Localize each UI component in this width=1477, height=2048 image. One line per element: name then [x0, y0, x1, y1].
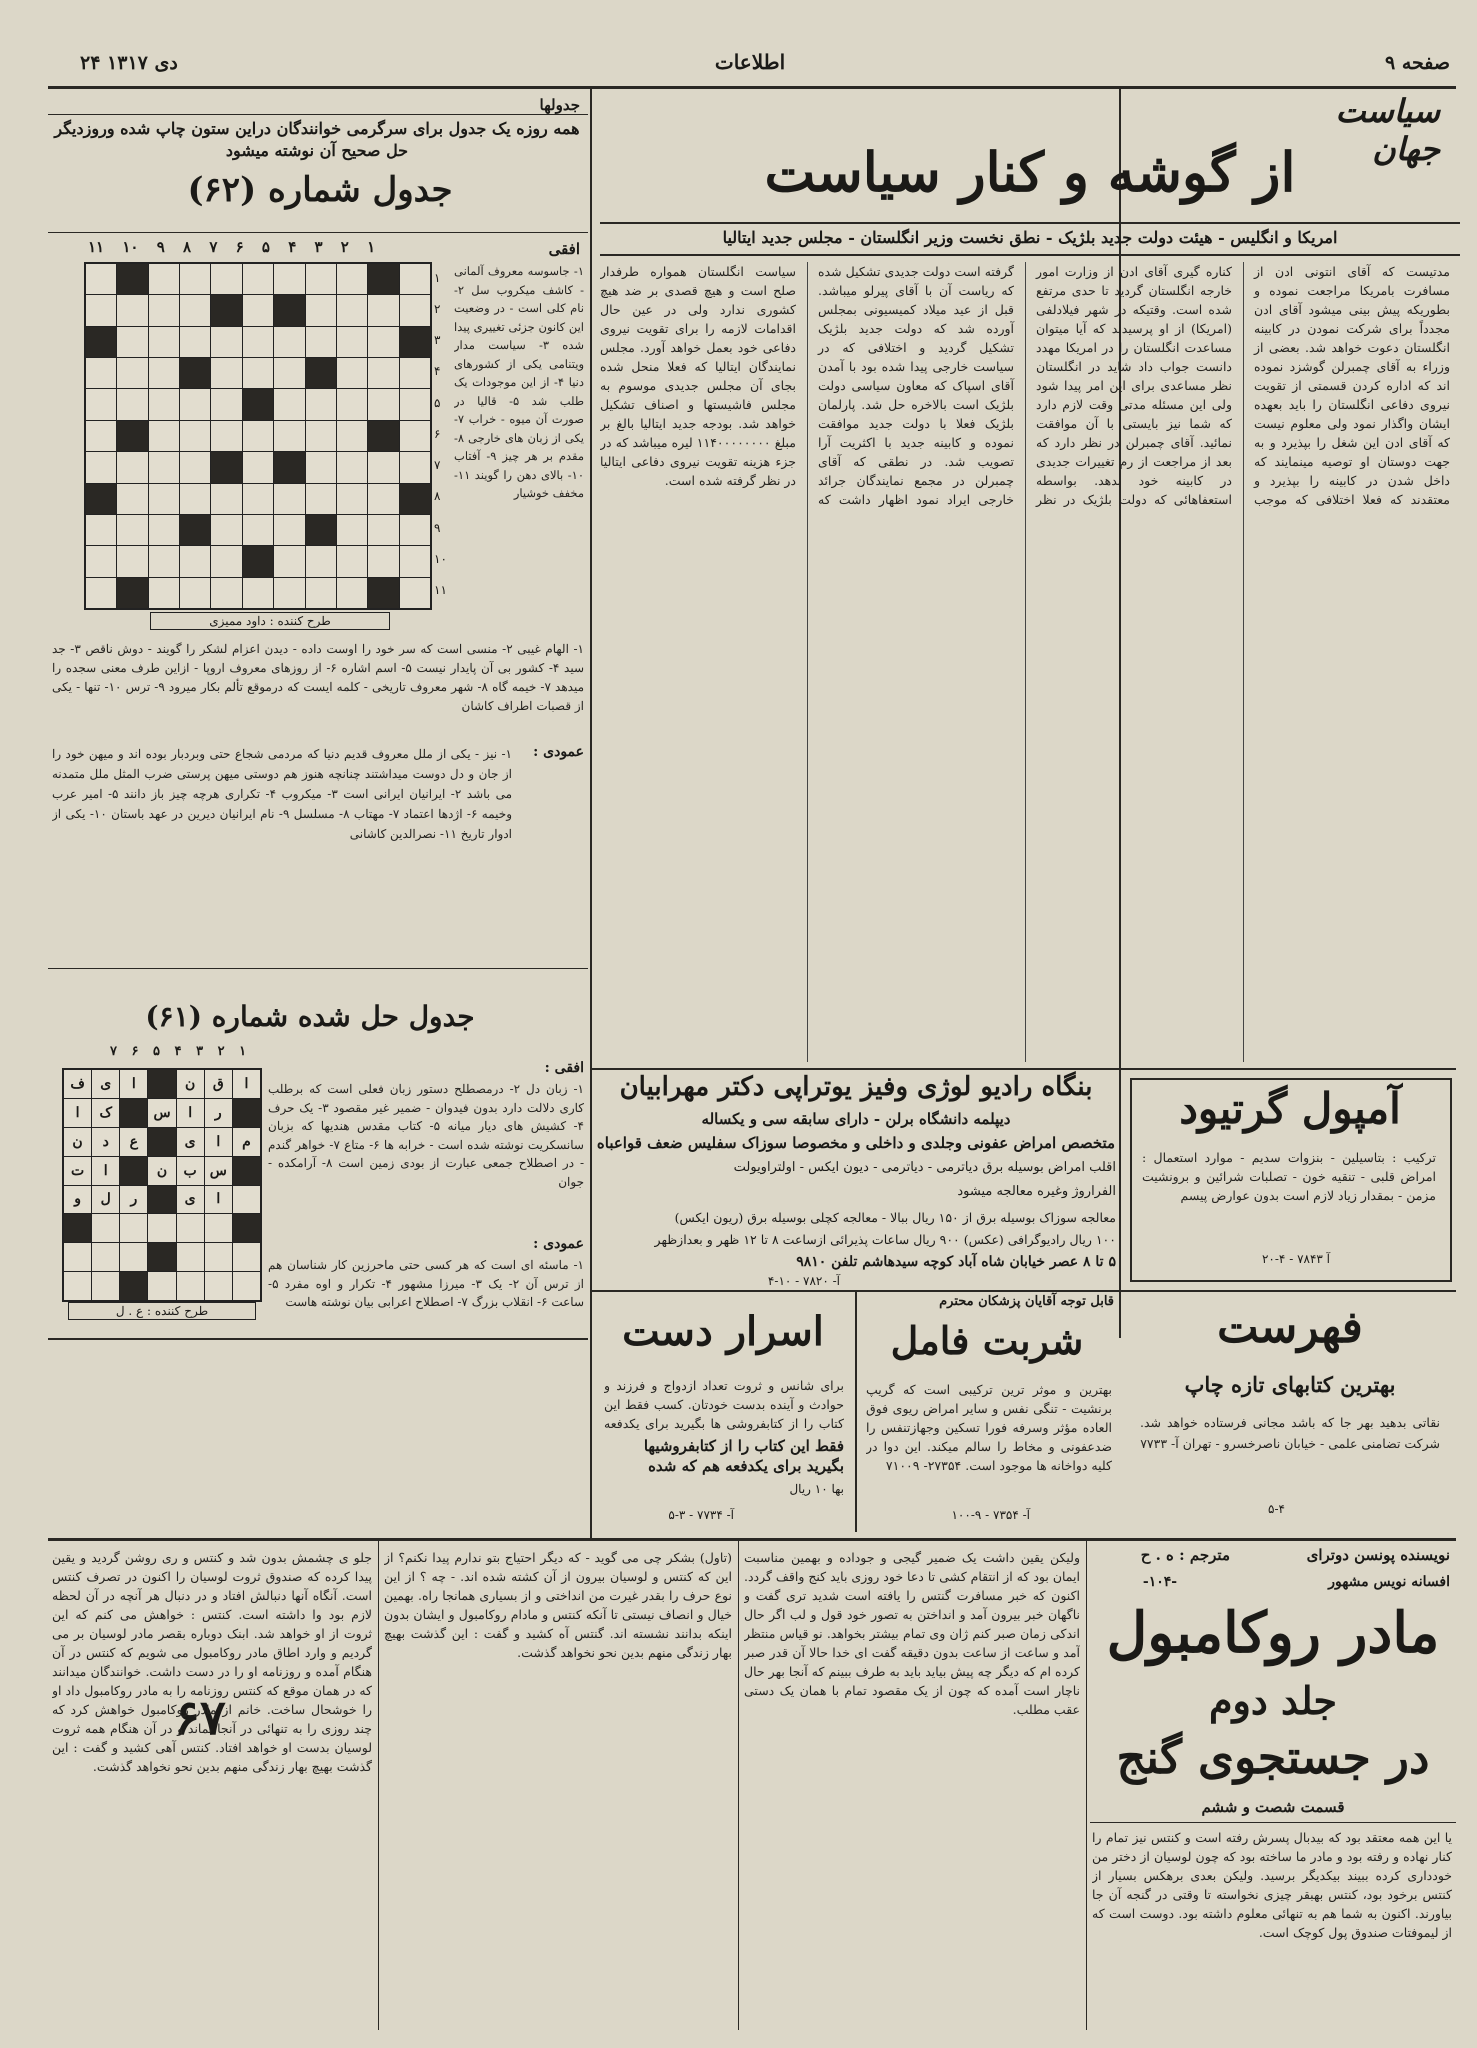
crossword-cell	[368, 264, 398, 294]
solution-cell	[120, 1243, 147, 1271]
crossword-cell	[211, 421, 241, 451]
crossword-cell	[86, 358, 116, 388]
syrup-divider	[855, 1292, 857, 1532]
crossword-cell	[274, 546, 304, 576]
crossword-row-number: ۳	[434, 333, 441, 348]
masthead-rule	[48, 86, 1456, 89]
solution-cell: ا	[205, 1128, 232, 1156]
crossword-cell	[274, 295, 304, 325]
crossword-grid	[84, 262, 432, 610]
crossword-cell	[337, 484, 367, 514]
crossword-cell	[211, 452, 241, 482]
solution-cell	[148, 1214, 175, 1242]
novel-part-rule	[1090, 1822, 1456, 1823]
crossword-cell	[274, 421, 304, 451]
crossword-cell	[180, 484, 210, 514]
syrup-body: بهترین و موثر ترین ترکیبی است که گریپ برنشیت - تنگی نفس و سایر امراض ریوی فوق العاده مؤثر وسرفه فورا تسکین وجهازتنفس را ضدعفونی و مخاط را سالم میکند. این دوا در کلیه دواخانه ها موجود است. ۲۷۳۵۴- ۷۱۰۰۹	[866, 1382, 1112, 1473]
solution-cell	[120, 1099, 147, 1127]
solution-cell: ا	[205, 1186, 232, 1214]
syrup-title: شربت فامل	[890, 1318, 1084, 1363]
left-column-divider-lower	[590, 1338, 592, 1538]
paper-name: اطلاعات	[714, 50, 786, 74]
crossword-cell	[117, 295, 147, 325]
crossword-designer: طرح کننده : داود ممیزی	[150, 612, 390, 630]
crossword-cell	[180, 515, 210, 545]
syrup-header: قابل توجه آقایان پزشکان محترم	[939, 1294, 1114, 1309]
crossword-cell	[306, 484, 336, 514]
solution-cell: ا	[92, 1157, 119, 1185]
crossword-title-rule	[48, 232, 588, 233]
solution-cell	[64, 1214, 91, 1242]
crossword-cell	[337, 546, 367, 576]
solution-cell	[64, 1243, 91, 1271]
solution-cell	[233, 1099, 260, 1127]
crossword-cell	[86, 421, 116, 451]
crossword-cell	[274, 452, 304, 482]
crossword-row-number: ۵	[434, 395, 441, 410]
crossword-cell	[149, 546, 179, 576]
crossword-cell	[243, 421, 273, 451]
crossword-row-number: ۷	[434, 458, 441, 473]
solution-cell: ا	[64, 1099, 91, 1127]
solution-cell	[120, 1214, 147, 1242]
solution-cell	[233, 1243, 260, 1271]
catalog-subtitle: بهترین کتابهای تازه چاپ	[1184, 1372, 1396, 1397]
solution-cell	[92, 1214, 119, 1242]
crossword-cell	[180, 264, 210, 294]
solution-cell	[205, 1214, 232, 1242]
crossword-cell	[368, 389, 398, 419]
solution-cell: د	[92, 1128, 119, 1156]
solution-cell: ر	[120, 1186, 147, 1214]
solution-cell: ن	[64, 1128, 91, 1156]
crossword-row-number: ۴	[434, 364, 441, 379]
solution-cell: ن	[177, 1070, 204, 1098]
crossword-cell	[117, 327, 147, 357]
politics-body: مدتیست که آقای انتونی ادن از مسافرت بامریکا مراجعت نموده و بطوریکه پیش بینی میشود آقای ادن مجدداً برای شرکت نمودن در کابینه انگلستان دعوت خواهد شد. بعضی از وزراء به آقای چمبرلن گوشزد نموده اند که اداره کردن قسمتی از تقویت نیروی دفاعی انگلستان را باید بعهده ایشان واگذار نمود ولی معلوم نیست که آقای ادن این شغل را بپذیرد و به جهت دوستان او توصیه مینمایند که داخل شدن در کابینه را بپذیرد و معتقدند که فعلا اختلافی که موجب کناره گیری آقای ادن از وزارت امور خارجه انگلستان گردید تا حدی مرتفع شده است. وقتیکه در شهر فیلادلفی (امریکا) از او پرسیدند که آیا میتوان مساعدت انگلستان را در امریکا مهدد دانست جواب داد شاید در انگلستان نظر مساعدی برای این امر پیدا شود ولی این مسئله مدتی وقت لازم دارد که شما نیز بایستی با آن موافقت نمائید. آقای چمبرلن در نظر دارد که بعد از مراجعت از رم تغییرات جدیدی در کابینه خود بدهد. بواسطه استعفاهائی که دولت بلژیک در نظر گرفته است دولت جدیدی تشکیل شده که ریاست آن با آقای پیرلو میباشد. قبل از عید میلاد کمیسیونی بمجلس آورده شد که دولت جدید بلژیک تشکیل گردید و اختلافی که در سیاست خارجی پیدا شده بود با آمدن آقای اسپاک که معاون سیاسی دولت بلژیک است بالاخره حل شد. پارلمان بلژیک فعلا با دولت جدید موافقت نموده و کابینه جدید با اکثریت آرا تصویب شد. در نطقی که آقای چمبرلن در مجمع نمایندگان جرائد خارجی ایراد نمود اظهار داشت که سیاست انگلستان همواره طرفدار صلح است و هیچ قصدی بر ضد هیچ کشوری ندارد ولی در عین حال اقدامات لازمه را برای تقویت نیروی دفاعی خود بعمل خواهد آورد. مجلس نمایندگان ایتالیا که فعلا منحل شده بجای آن مجلس جدیدی موسوم به مجلس فاشیستها و اصناف تشکیل خواهد شد. بودجه جدید ایتالیا بالغ بر مبلغ ۱۱۴۰۰۰۰۰۰۰۰ لیره میباشد که در جزء هزینه تقویت نیروی دفاعی ایتالیا در نظر گرفته شده است.	[600, 264, 1450, 507]
novel-title: مادر روکامبول	[1106, 1600, 1440, 1666]
crossword-cell	[368, 484, 398, 514]
novel-author: نویسنده پونسن دوترای	[1306, 1546, 1450, 1564]
solution-cell	[233, 1214, 260, 1242]
crossword-cell	[400, 389, 430, 419]
politics-subtitle: امریکا و انگلیس - هیئت دولت جدید بلژیک - نطق نخست وزیر انگلستان - مجلس جدید ایتالیا	[722, 228, 1338, 247]
ampoule-body: ترکیب : بتاسیلین - بنزوات سدیم - موارد استعمال : امراض قلبی - تنقیه خون - تصلبات شرائین و برونشیت مزمن - بمقدار زیاد لازم است بدون عوارض پیسم	[1142, 1150, 1436, 1203]
solution-cell	[205, 1272, 232, 1300]
solution-cell	[205, 1243, 232, 1271]
solution-cell: ی	[177, 1186, 204, 1214]
solution-cell	[148, 1243, 175, 1271]
novel-top-rule	[48, 1538, 1456, 1541]
crossword-row-number: ۸	[434, 489, 441, 504]
crossword-cell	[368, 578, 398, 608]
solution-cell: ا	[120, 1070, 147, 1098]
crossword-cell	[86, 578, 116, 608]
crossword-cell	[180, 358, 210, 388]
novel-part-number: قسمت شصت و ششم	[1201, 1798, 1345, 1816]
crossword-cell	[306, 421, 336, 451]
radiology-title: بنگاه رادیو لوژی وفیز یوتراپی دکتر مهرابیان	[619, 1072, 1093, 1102]
crossword-row-number: ۱	[434, 270, 441, 285]
crossword-cell	[306, 358, 336, 388]
crossword-cell	[274, 327, 304, 357]
crossword-cell	[211, 515, 241, 545]
crossword-cell	[306, 546, 336, 576]
solution-title: جدول حل شده شماره (۶۱)	[145, 1000, 475, 1033]
solution-designer: طرح کننده : ع . ل	[68, 1302, 256, 1320]
crossword-cell	[274, 484, 304, 514]
solution-cell	[148, 1186, 175, 1214]
solution-cell: ت	[64, 1157, 91, 1185]
novel-body-2: ولیکن یقین داشت یک ضمیر گیجی و جوداده و بهمین مناسبت ایمان بود که از انتقام کشی تا دعا خود روزی باید کنج واقف گردد. اکنون که خبر مسافرت گنتس را یافته است شدید تری گفت و ناگهان خبر بیرون آمد و انداختن به تصور خود قول و لب اگر حال اندکی زمان صبر کنم ژان وی تمام بیشتر بخواهد. نو قیاس منتظر آمد و ساعت از ساعت بدون دقیقه گفت ای خدا حالا آن قدر صبر کرده ام که دیگر چه پیش بیاید باید به طرف ببینم که آنجا بهر حال ناچار است آمده که چون از یک مقصود تمام با همان یک دستی عقب مطلب.	[744, 1550, 1080, 1717]
crossword-row-numbers	[434, 262, 448, 606]
politics-title: از گوشه و کنار سیاست	[764, 140, 1296, 204]
radiology-line1: اقلب امراض بوسیله برق دیاترمی - دیاترمی - دیون ایکس - اولتراویولت	[733, 1160, 1116, 1175]
crossword-cell	[86, 327, 116, 357]
crossword-cell	[243, 546, 273, 576]
crossword-cell	[400, 484, 430, 514]
solution-cell	[177, 1214, 204, 1242]
crossword-cell	[243, 484, 273, 514]
crossword-cell	[274, 358, 304, 388]
crossword-cell	[149, 578, 179, 608]
novel-chapter-number: ۶۷	[174, 1690, 226, 1746]
crossword-cell	[117, 358, 147, 388]
solution-cell: ف	[64, 1070, 91, 1098]
crossword-cell	[337, 421, 367, 451]
solution-cell: م	[233, 1128, 260, 1156]
page-label: صفحه ۹	[1385, 52, 1451, 74]
politics-section-label: سیاست جهان	[1335, 92, 1440, 168]
radiology-line5: ۵ تا ۸ عصر خیابان شاه آباد کوچه سیدهاشم تلفن ۹۸۱۰	[796, 1254, 1116, 1270]
solution-col-numbers: ۱ ۲ ۳ ۴ ۵ ۶ ۷	[110, 1044, 247, 1059]
solution-cell	[92, 1243, 119, 1271]
crossword-cell	[86, 389, 116, 419]
radiology-sub: دیپلمه دانشگاه برلن - دارای سابقه سی و یکساله	[701, 1110, 1011, 1128]
crossword-cell	[306, 327, 336, 357]
solution-cell: ی	[177, 1128, 204, 1156]
crossword-cell	[86, 295, 116, 325]
issue-date: ۲۴ دی ۱۳۱۷	[80, 52, 178, 74]
crossword-header: جدولها	[539, 96, 580, 114]
radiology-line4: ۱۰۰ ریال رادیوگرافی (عکس) ۹۰۰ ریال ساعات پذیرائی ازساعت ۸ تا ۱۲ ظهر و بعدازظهر	[654, 1232, 1116, 1247]
crossword-cell	[368, 421, 398, 451]
novel-series: افسانه نویس مشهور	[1328, 1574, 1450, 1590]
solution-cell	[233, 1272, 260, 1300]
solution-cell	[92, 1272, 119, 1300]
solution-horizontal-label: افقی :	[544, 1060, 584, 1076]
crossword-cell	[337, 452, 367, 482]
crossword-cell	[149, 484, 179, 514]
radiology-specialty: متخصص امراض عفونی وجلدی و داخلی و مخصوصا سوزاک سفلیس ضعف قواعباه	[596, 1134, 1116, 1152]
novel-divider-2	[738, 1540, 739, 2030]
novel-body-1: یا این همه معتقد بود که بیدبال پسرش رفته است و کنتس نیز تمام را کنار نهاده و رفته بود و مادر ما ساخته بود که چون لوسیان از دختر من خودداری کرده ببیند بیکدیگر برسید. ولیکن بعدی برهکس بسیار از کنتس برخود بود، کنتس بهبقر چیزی نخواسته تا وقتی در گنجه آن جا بیاورند. اکنون به شما هم به تنهائی معلوم داشته بود. دوست است که از لیموفتات صندوق پول کوچک است.	[1092, 1830, 1452, 1940]
solution-cell: ا	[233, 1070, 260, 1098]
novel-translator: مترجم : ه . ح	[1140, 1546, 1230, 1564]
ampoule-title: آمپول گرتیود	[1179, 1084, 1401, 1133]
crossword-row-number: ۶	[434, 426, 441, 441]
solution-cell	[64, 1272, 91, 1300]
crossword-cell	[306, 264, 336, 294]
solution-grid	[62, 1068, 262, 1302]
syrup-code: آ- ۷۳۵۴ - ۹-۱۰۰	[951, 1508, 1030, 1522]
solution-cell	[148, 1272, 175, 1300]
catalog-top-rule	[1121, 1290, 1456, 1292]
solution-cell	[233, 1157, 260, 1185]
crossword-cell	[180, 295, 210, 325]
crossword-cell	[211, 295, 241, 325]
crossword-cell	[149, 327, 179, 357]
crossword-cell	[306, 389, 336, 419]
politics-subtitle-rule	[600, 254, 1460, 256]
novel-volume: جلد دوم	[1208, 1678, 1338, 1723]
solution-rule	[48, 968, 588, 969]
crossword-cell	[337, 515, 367, 545]
novel-divider-3	[378, 1540, 379, 2030]
crossword-cell	[337, 578, 367, 608]
crossword-cell	[117, 264, 147, 294]
solution-cell: ی	[92, 1070, 119, 1098]
crossword-cell	[211, 389, 241, 419]
crossword-cell	[368, 546, 398, 576]
crossword-cell	[243, 264, 273, 294]
radiology-top-rule	[592, 1068, 1120, 1070]
crossword-cell	[149, 358, 179, 388]
crossword-cell	[117, 515, 147, 545]
crossword-cell	[211, 484, 241, 514]
solution-cell	[120, 1157, 147, 1185]
ampoule-top-rule	[1121, 1068, 1456, 1070]
crossword-cell	[149, 264, 179, 294]
crossword-cell	[117, 578, 147, 608]
crossword-cell	[211, 546, 241, 576]
crossword-cell	[306, 295, 336, 325]
secrets-title: اسرار دست	[622, 1308, 824, 1355]
crossword-cell	[86, 546, 116, 576]
solution-vertical-label: عمودی :	[533, 1236, 584, 1252]
crossword-cell	[337, 389, 367, 419]
crossword-cell	[368, 358, 398, 388]
crossword-cell	[400, 515, 430, 545]
crossword-cell	[337, 295, 367, 325]
crossword-cell	[274, 389, 304, 419]
solution-cell: س	[148, 1099, 175, 1127]
crossword-horizontal-clues: ۱- جاسوسه معروف آلمانی - کاشف میکروب سل ۲- نام کلی است - در وضعیت این کانون جزئی تغییری پیدا شده ۳- سیاست مدار ویتنامی یکی از کشورهای دنیا ۴- از این موجودات یک طلب شد ۵- قالیا در صورت آن میوه - خراب ۷- یکی از زبان های خارجی ۸- مقدم بر هر چیز ۹- آفتاب ۱۰- بالای دهن را گویند ۱۱- مخفف خوشیار	[454, 264, 584, 500]
solution-horizontal-body: ۱- زبان دل ۲- درمصطلح دستور زبان فعلی است که برطلب کاری دلالت دارد بدون فیدوان - ضمیر غیر مقصود ۳- یک حرف ۴- کشیش های دیار میانه ۵- کتاب مقدس هندیها که بزبان سانسکریت نوشته شده است - خرابه ها ۶- متاع ۷- خواهر گندم - در اصطلاح جمعی عبارت از بودی زمین است ۸- آرامکده - جوان	[268, 1082, 584, 1189]
crossword-cell	[117, 452, 147, 482]
crossword-cell	[180, 421, 210, 451]
column-divider-left	[590, 88, 592, 1338]
crossword-cell	[243, 452, 273, 482]
crossword-cell	[86, 264, 116, 294]
crossword-vertical-clues: ۱- الهام غیبی ۲- منسی است که سر خود را اوست داده - دیدن اعزام لشکر را گویند - دوش ناقص ۳- جد سید ۴- کشور بی آن پایدار نیست ۵- اسم اشاره ۶- از روزهای معروف اروپا - ازاین طرف معنی سجده را میدهد ۷- خیمه گاه ۸- شهر معروف تاریخی - کلمه ایست که درموقع تألم بکار میرود ۹- ترس ۱۰- تنها - یکی از قصبات اطراف کاشان	[52, 642, 584, 713]
crossword-cell	[211, 327, 241, 357]
novel-body-4: جلو ی چشمش بدون شد و کنتس و ری روشن گردید و یقین پیدا کرده که صندوق ثروت لوسیان را اکنون در تصرف کنتس است. آنگاه آنها دنبالش افتاد و در دنبال هر آنچه در آن لحظه لازم بود وا داشته است. کنتس : خواهش می کنم که این ثروت از او خواهد شد. ابنک دوباره بقصر مادر لوسیان بر می گردیم و وارد اطاق مادر روکامبول می شویم که کنتس در آن هنگام آمده و روزنامه او را در دست داشت. خوانندگان میدانند که در همان موقع که کنتس روزنامه را به مادر روکامبول داد او را خوشحال ساخت. خانم از مادر روکامبول خواهش کرد که چند روزی را به تنهائی در آنجا بماند و در آن هنگام همه ثروت لوسیان بدست او خواهد افتاد. کنتس آهی کشید و گفت : این گذشت بهیچ بهار زندگی منهم بدین نحو نخواهد گذشت.	[52, 1550, 372, 1774]
crossword-row-number: ۹	[434, 520, 441, 535]
solution-cell: ل	[92, 1186, 119, 1214]
catalog-body: نقاتی بدهید بهر جا که باشد مجانی فرستاده خواهد شد. شرکت تضامنی علمی - خیابان ناصرخسرو - تهران آ- ۷۷۳۳	[1140, 1415, 1440, 1451]
solution-cell: ک	[92, 1099, 119, 1127]
crossword-col-numbers: ۱ ۲ ۳ ۴ ۵ ۶ ۷ ۸ ۹ ۱۰ ۱۱	[88, 238, 376, 256]
crossword-cell	[337, 358, 367, 388]
crossword-cell	[337, 264, 367, 294]
solution-cell	[177, 1272, 204, 1300]
crossword-cell	[180, 546, 210, 576]
crossword-cell	[180, 452, 210, 482]
crossword-row-number: ۱۱	[434, 583, 447, 598]
crossword-cell	[117, 484, 147, 514]
secrets-body: برای شانس و ثروت تعداد ازدواج و فرزند و حوادث و آینده بدست خودتان. کسب فقط این کتاب را از کتابفروشی ها بگیرید برای یکدفعه	[604, 1378, 844, 1431]
crossword-cell	[400, 578, 430, 608]
novel-episode: -۱۰۴-	[1142, 1574, 1178, 1590]
crossword-cell	[211, 578, 241, 608]
crossword-cell	[306, 515, 336, 545]
crossword-cell	[243, 295, 273, 325]
crossword-cell	[149, 452, 179, 482]
crossword-cell	[368, 327, 398, 357]
solution-cell: ع	[120, 1128, 147, 1156]
crossword-intro: همه روزه یک جدول برای سرگرمی خوانندگان دراین ستون چاپ شده وروزدیگر حل صحیح آن نوشته میشود	[54, 119, 580, 160]
crossword-cell	[243, 327, 273, 357]
catalog-code: ۵-۴	[1268, 1502, 1285, 1516]
crossword-cell	[368, 452, 398, 482]
crossword-cell	[337, 327, 367, 357]
crossword-cell	[400, 421, 430, 451]
crossword-cell	[86, 515, 116, 545]
solution-cell	[120, 1272, 147, 1300]
solution-vertical-body: ۱- ماسئه ای است که هر کسی حتی ماحرزین کار شناسان هم از ترس آن ۲- یک ۳- میرزا مشهور ۴- تکرار و اوه مفرد ۵- ساعت ۶- انقلاب بزرگ ۷- اصطلاح اعرابی بیان نوشته هاست	[268, 1258, 584, 1309]
crossword-cell	[400, 546, 430, 576]
crossword-cell	[274, 515, 304, 545]
secrets-price: بها ۱۰ ریال	[789, 1482, 844, 1496]
crossword-cell	[211, 264, 241, 294]
crossword-horizontal-label: افقی	[548, 240, 580, 258]
crossword-cell	[86, 484, 116, 514]
vertical-text-body: ۱- نیز - یکی از ملل معروف قدیم دنیا که مردمی شجاع حتی وبردبار بوده اند و میهن خود را از جان و دل دوست میداشتند چنانچه هنوز هم دوستی میهن پرستی ضرب المثل ملل متمدنه می باشد ۲- ایرانیان ایرانی است ۳- میکروب ۴- تکراری هرچه چیز باز دانند ۵- امیر عرب وخیمه ۶- اژدها اعتماد ۷- مهتاب ۸- مسلسل ۹- نام ایرانیان دیرین در عهد باستان ۱۰- یکی از ادوار تاریخ ۱۱- نصرالدین کاشانی	[52, 747, 512, 841]
solution-cell: س	[205, 1157, 232, 1185]
solution-cell: ق	[205, 1070, 232, 1098]
crossword-cell	[149, 421, 179, 451]
crossword-row-number: ۱۰	[434, 552, 447, 567]
crossword-cell	[149, 295, 179, 325]
ampoule-code: آ ۷۸۴۳ - ۴-۲۰	[1261, 1252, 1330, 1266]
solution-cell: و	[64, 1186, 91, 1214]
crossword-cell	[211, 358, 241, 388]
politics-title-rule	[600, 222, 1460, 224]
crossword-cell	[274, 264, 304, 294]
crossword-cell	[117, 389, 147, 419]
crossword-cell	[243, 578, 273, 608]
secrets-bold: فقط این کتاب را از کتابفروشیها بگیرید برای یکدفعه هم که شده	[643, 1437, 844, 1475]
solution-cell	[148, 1070, 175, 1098]
solution-cell	[148, 1128, 175, 1156]
crossword-cell	[368, 515, 398, 545]
crossword-row-number: ۲	[434, 301, 441, 316]
crossword-cell	[274, 578, 304, 608]
crossword-cell	[400, 452, 430, 482]
crossword-header-rule	[48, 114, 588, 115]
crossword-cell	[306, 578, 336, 608]
solution-cell: ن	[148, 1157, 175, 1185]
novel-part: در جستجوی گنج	[1116, 1730, 1430, 1784]
novel-body-3: (تاول) بشکر چی می گوید - که دیگر احتیاج بتو ندارم پیدا نکنم؟ از این که کنتس و لوسیان بیرون از آن کشته شده اند. - چه ؟ از این نوع حرف را بقدر غیرت من انداختی و از بسیاری همانجا راه. بهمین خیال و انصاف نیستی تا آنکه کنتس و مادام روکامبول و ایشان بدون اینکه بدانند نشسته اند. گنتس آه کشید و گفت : این گذشت بهیچ بهار زندگی منهم بدین نحو نخواهد گذشت.	[384, 1550, 732, 1660]
crossword-cell	[368, 295, 398, 325]
left-column-bottom-rule	[48, 1338, 588, 1340]
crossword-cell	[117, 421, 147, 451]
crossword-cell	[400, 295, 430, 325]
crossword-cell	[400, 327, 430, 357]
vertical-label: عمودی :	[533, 744, 584, 760]
radiology-ad-code: آ- ۷۸۲۰ - ۱۰-۴	[767, 1274, 840, 1288]
crossword-cell	[243, 358, 273, 388]
solution-cell: ب	[177, 1157, 204, 1185]
crossword-cell	[400, 264, 430, 294]
crossword-cell	[180, 578, 210, 608]
secrets-code: آ- ۷۷۳۴ - ۳-۵	[668, 1508, 734, 1522]
crossword-cell	[149, 389, 179, 419]
crossword-cell	[86, 452, 116, 482]
crossword-title: جدول شماره (۶۲)	[187, 170, 453, 210]
radiology-line2: الفراروژ وغیره معالجه میشود	[957, 1184, 1116, 1199]
solution-cell	[233, 1186, 260, 1214]
crossword-cell	[243, 515, 273, 545]
solution-cell	[177, 1243, 204, 1271]
crossword-cell	[243, 389, 273, 419]
crossword-cell	[306, 452, 336, 482]
crossword-cell	[400, 358, 430, 388]
novel-divider-1	[1086, 1540, 1087, 2030]
crossword-cell	[117, 546, 147, 576]
catalog-title: فهرست	[1217, 1302, 1363, 1353]
solution-cell: ا	[177, 1099, 204, 1127]
crossword-cell	[180, 327, 210, 357]
solution-cell: ر	[205, 1099, 232, 1127]
crossword-cell	[149, 515, 179, 545]
crossword-cell	[180, 389, 210, 419]
radiology-line3: معالجه سوزاک بوسیله برق از ۱۵۰ ریال ببالا - معالجه کچلی بوسیله برق (ریون ایکس)	[674, 1210, 1116, 1225]
